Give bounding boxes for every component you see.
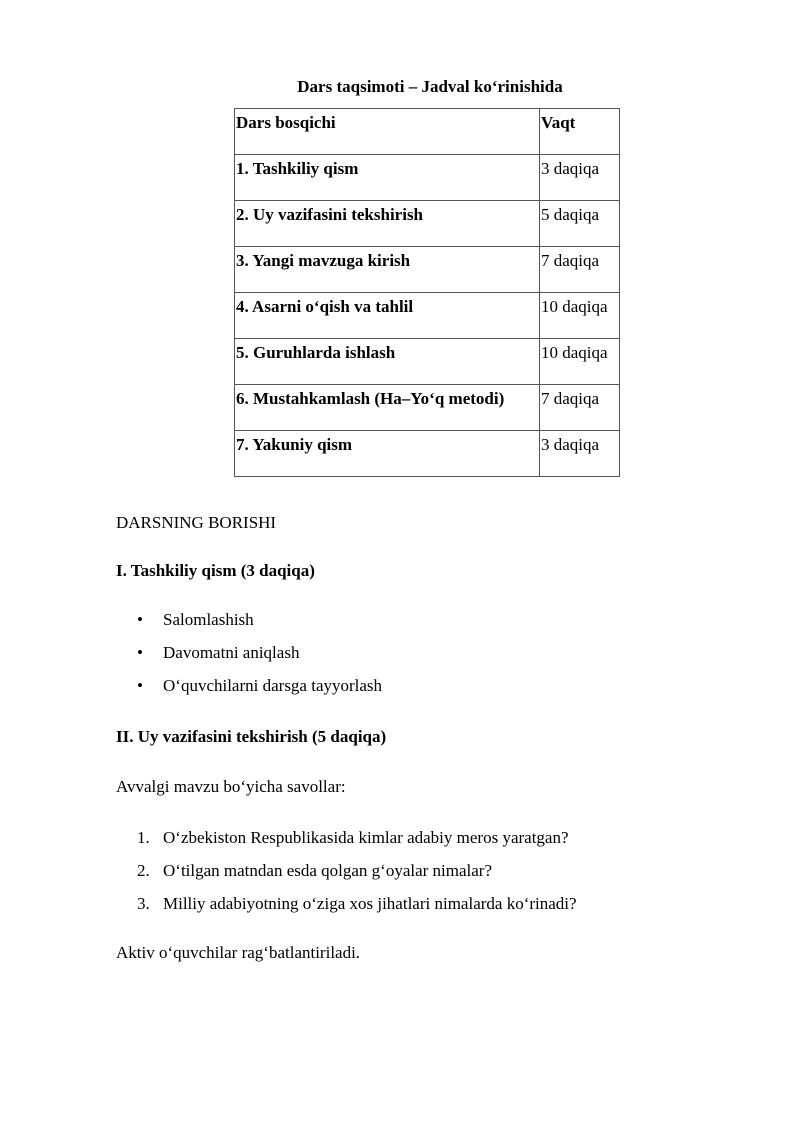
header-time: Vaqt bbox=[540, 109, 620, 155]
list-item bbox=[116, 608, 382, 641]
time-cell: 10 daqiqa bbox=[540, 339, 620, 385]
list-number: 2. bbox=[137, 861, 150, 880]
list-item bbox=[116, 892, 577, 925]
list-item-text: Davomatni aniqlash bbox=[163, 643, 300, 662]
stage-cell: 4. Asarni oʻqish va tahlil bbox=[235, 293, 540, 339]
time-cell: 10 daqiqa bbox=[540, 293, 620, 339]
list-item bbox=[116, 826, 577, 859]
stage-cell: 6. Mustahkamlash (Ha–Yoʻq metodi) bbox=[235, 385, 540, 431]
stage-cell: 7. Yakuniy qism bbox=[235, 431, 540, 477]
section1-bullet-list bbox=[116, 608, 382, 707]
time-cell: 3 daqiqa bbox=[540, 155, 620, 201]
list-item-text: Oʻquvchilarni darsga tayyorlash bbox=[163, 676, 383, 695]
question-text: Oʻzbekiston Respublikasida kimlar adabiy meros yaratgan? bbox=[163, 828, 569, 847]
document-title: Dars taqsimoti – Jadval koʻrinishida bbox=[297, 77, 563, 96]
time-cell: 5 daqiqa bbox=[540, 201, 620, 247]
bullet-icon: • bbox=[137, 676, 143, 695]
table-row bbox=[235, 339, 620, 385]
list-number: 3. bbox=[137, 894, 150, 913]
time-cell: 7 daqiqa bbox=[540, 385, 620, 431]
table-row bbox=[235, 201, 620, 247]
time-cell: 3 daqiqa bbox=[540, 431, 620, 477]
section1-heading: I. Tashkiliy qism (3 daqiqa) bbox=[116, 561, 315, 580]
bullet-icon: • bbox=[137, 643, 143, 662]
stage-cell: 3. Yangi mavzuga kirish bbox=[235, 247, 540, 293]
table-row bbox=[235, 385, 620, 431]
section2-question-list bbox=[116, 826, 577, 925]
table-row bbox=[235, 431, 620, 477]
list-item bbox=[116, 674, 382, 707]
table-header-row bbox=[235, 109, 620, 155]
stage-cell: 1. Tashkiliy qism bbox=[235, 155, 540, 201]
table-row bbox=[235, 247, 620, 293]
table-row bbox=[235, 293, 620, 339]
question-text: Milliy adabiyotning oʻziga xos jihatlari nimalarda koʻrinadi? bbox=[163, 894, 577, 913]
lesson-plan-table bbox=[234, 108, 620, 477]
main-heading: DARSNING BORISHI bbox=[116, 513, 277, 532]
section2-intro: Avvalgi mavzu boʻyicha savollar: bbox=[116, 777, 346, 796]
stage-cell: 2. Uy vazifasini tekshirish bbox=[235, 201, 540, 247]
list-item-text: Salomlashish bbox=[163, 610, 254, 629]
question-text: Oʻtilgan matndan esda qolgan gʻoyalar nimalar? bbox=[163, 861, 493, 880]
list-item bbox=[116, 641, 382, 674]
bullet-icon: • bbox=[137, 610, 143, 629]
header-stage: Dars bosqichi bbox=[235, 109, 540, 155]
section2-heading: II. Uy vazifasini tekshirish (5 daqiqa) bbox=[116, 727, 387, 746]
list-number: 1. bbox=[137, 828, 150, 847]
time-cell: 7 daqiqa bbox=[540, 247, 620, 293]
table-row bbox=[235, 155, 620, 201]
section2-closing: Aktiv oʻquvchilar ragʻbatlantiriladi. bbox=[116, 943, 361, 962]
list-item bbox=[116, 859, 577, 892]
stage-cell: 5. Guruhlarda ishlash bbox=[235, 339, 540, 385]
